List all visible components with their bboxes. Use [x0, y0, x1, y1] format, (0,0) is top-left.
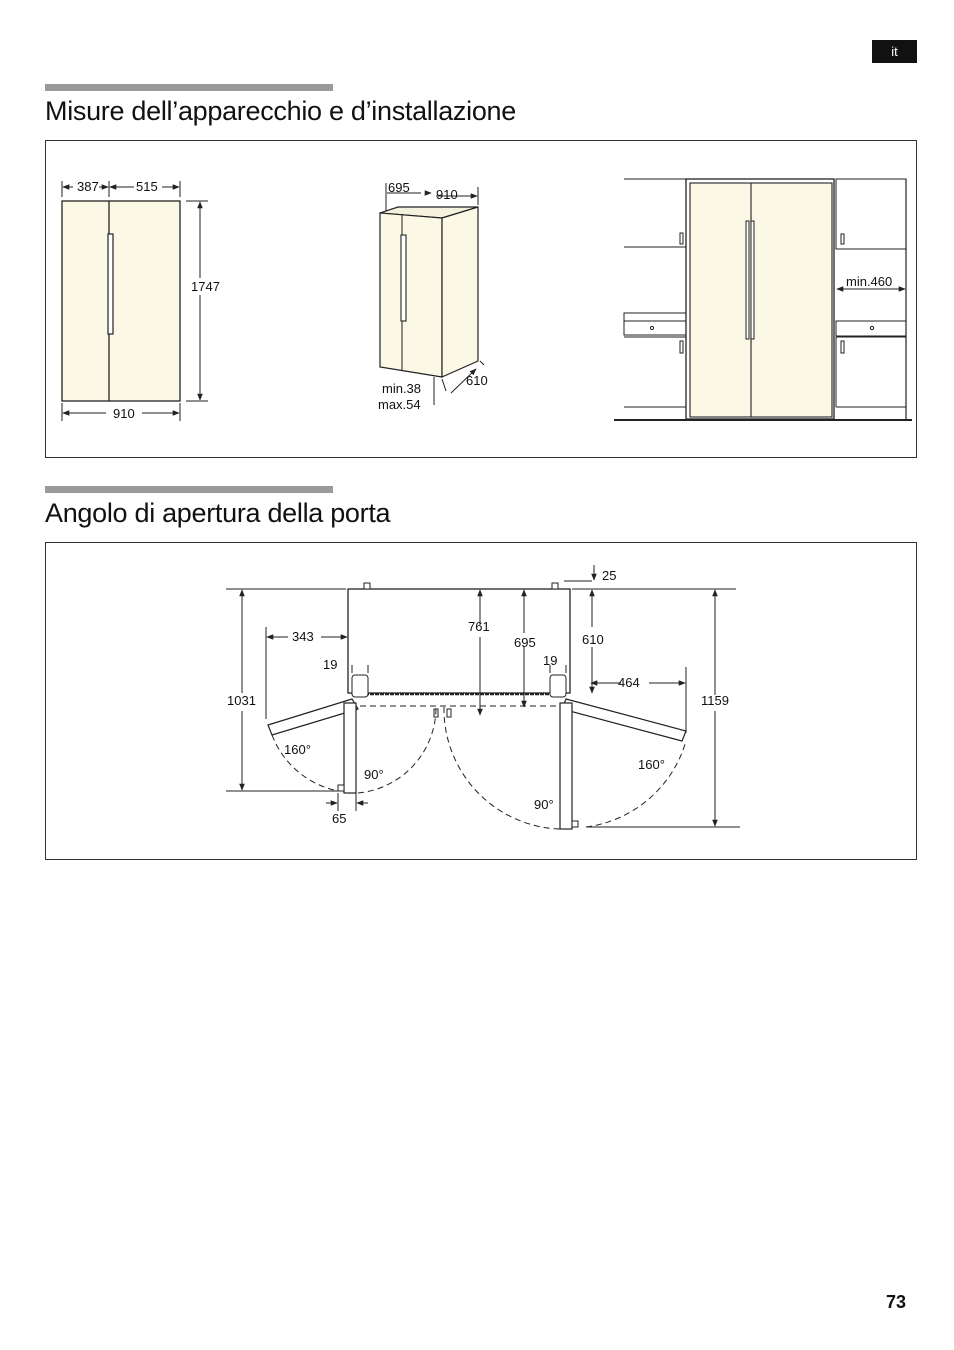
installation-view: [614, 179, 912, 420]
side-width-label: 910: [436, 187, 458, 202]
front-width-total-label: 910: [113, 406, 135, 421]
side-gap-max-label: max.54: [378, 397, 421, 412]
installation-clearance-label: min.460: [846, 274, 893, 289]
section-bar-door-angle: [45, 486, 333, 493]
front-height-label: 1747: [191, 279, 220, 294]
left-angle-160-label: 160°: [284, 742, 311, 757]
right-offset-label: 464: [618, 675, 640, 690]
front-width-left-label: 387: [77, 179, 99, 194]
side-gap-min-label: min.38: [382, 381, 422, 396]
right-angle-90-label: 90°: [534, 797, 554, 812]
left-hinge-label: 19: [323, 657, 338, 672]
right-depth-label: 1159: [701, 693, 729, 708]
side-view: [378, 180, 488, 412]
section-title-dimensions: Misure dell’apparecchio e d’installazione: [45, 96, 516, 126]
left-offset-label: 343: [292, 629, 314, 644]
section-bar-dimensions: [45, 84, 333, 91]
language-badge: it: [872, 40, 917, 63]
side-depth-total-label: 695: [388, 180, 410, 195]
door-angle-figure: [45, 542, 917, 860]
right-angle-160-label: 160°: [638, 757, 665, 772]
page-number: 73: [885, 1292, 906, 1312]
dimensions-diagram: [46, 141, 918, 459]
front-view: [62, 179, 220, 421]
depth-695-label: 695: [514, 635, 536, 650]
left-depth-label: 1031: [227, 693, 256, 708]
left-angle-90-label: 90°: [364, 767, 384, 782]
door-angle-diagram: [46, 543, 918, 861]
bottom-65-label: 65: [332, 811, 347, 826]
side-depth-body-label: 610: [466, 373, 488, 388]
depth-761-label: 761: [468, 619, 490, 634]
section-title-door-angle: Angolo di apertura della porta: [45, 498, 391, 528]
front-width-right-label: 515: [136, 179, 158, 194]
dimensions-figure: [45, 140, 917, 458]
right-hinge-label: 19: [543, 653, 558, 668]
top-gap-label: 25: [602, 568, 617, 583]
depth-610-label: 610: [582, 632, 604, 647]
